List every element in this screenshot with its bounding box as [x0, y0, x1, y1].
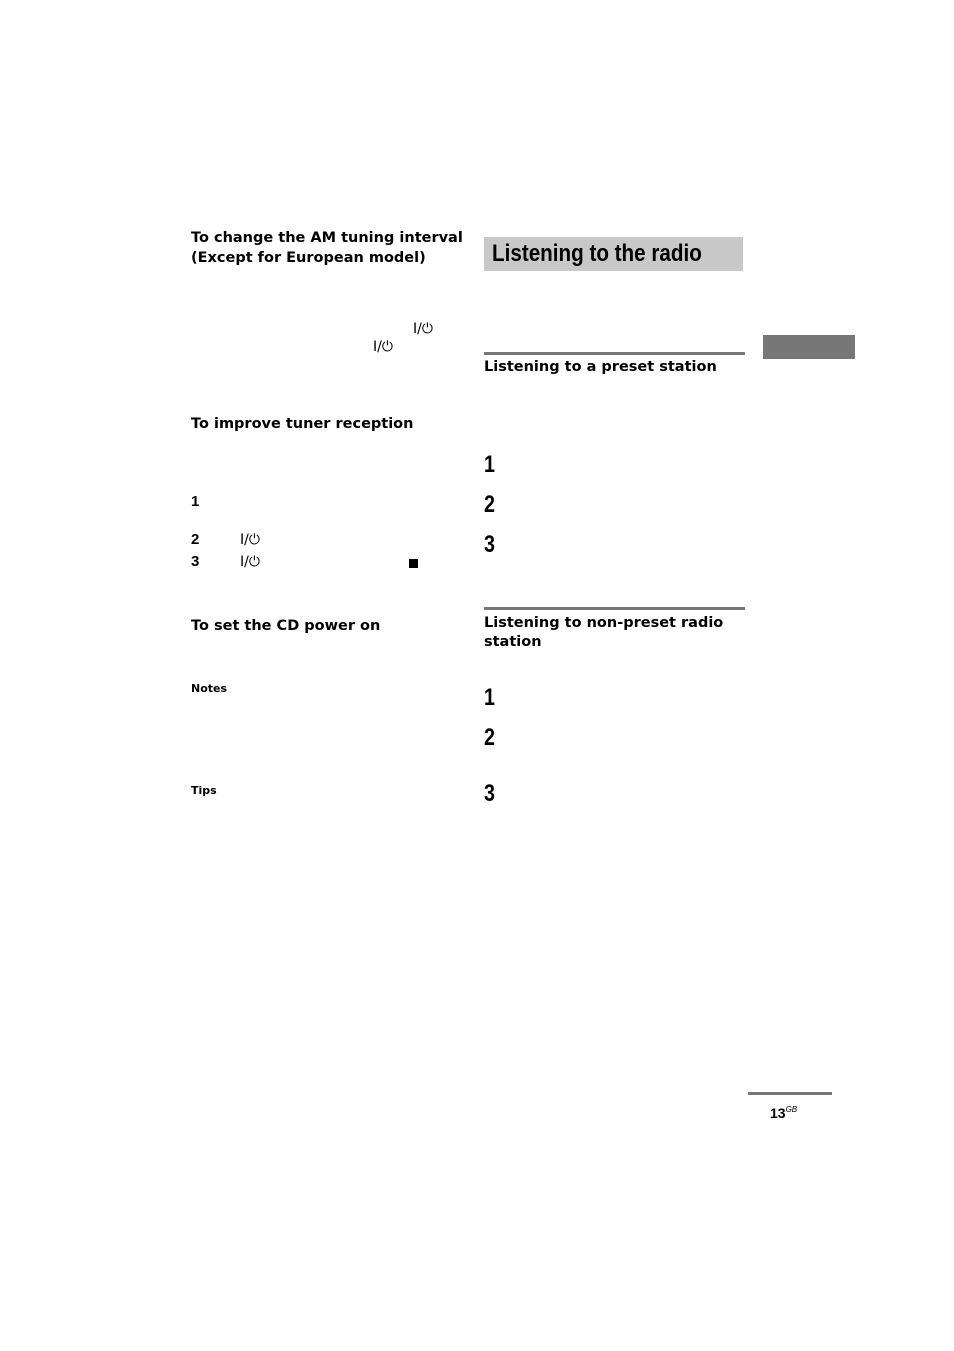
page-number-suffix: GB	[785, 1105, 798, 1114]
page-number-rule	[748, 1092, 832, 1095]
section-rule	[484, 352, 745, 355]
nonpreset-step-number: 3	[484, 780, 495, 807]
nonpreset-station-heading-cont: station	[484, 634, 542, 650]
am-interval-heading: To change the AM tuning interval	[191, 230, 463, 246]
tuner-step-number: 2	[191, 531, 200, 548]
am-interval-subheading: (Except for European model)	[191, 250, 426, 266]
tuner-step-number: 1	[191, 493, 200, 510]
preset-step-number: 3	[484, 531, 495, 558]
preset-station-heading: Listening to a preset station	[484, 359, 717, 375]
page-number-value: 13	[770, 1105, 786, 1121]
page-number	[770, 1101, 797, 1122]
tuner-reception-heading: To improve tuner reception	[191, 416, 414, 432]
tips-label: Tips	[191, 784, 217, 797]
power-icon: I/⏻	[240, 532, 260, 548]
power-icon: I/⏻	[240, 554, 260, 570]
chapter-side-tab	[763, 335, 855, 359]
nonpreset-step-number: 1	[484, 684, 495, 711]
stop-icon	[409, 559, 418, 568]
notes-label: Notes	[191, 682, 228, 695]
cd-power-heading: To set the CD power on	[191, 618, 381, 634]
preset-step-number: 1	[484, 451, 495, 478]
tuner-step-number: 3	[191, 553, 200, 570]
section-title: Listening to the radio	[492, 240, 702, 267]
nonpreset-step-number: 2	[484, 724, 495, 751]
nonpreset-station-heading: Listening to non-preset radio	[484, 615, 724, 631]
power-icon: I/⏻	[413, 321, 433, 337]
preset-step-number: 2	[484, 491, 495, 518]
section-rule	[484, 607, 745, 610]
power-icon: I/⏻	[373, 339, 393, 355]
